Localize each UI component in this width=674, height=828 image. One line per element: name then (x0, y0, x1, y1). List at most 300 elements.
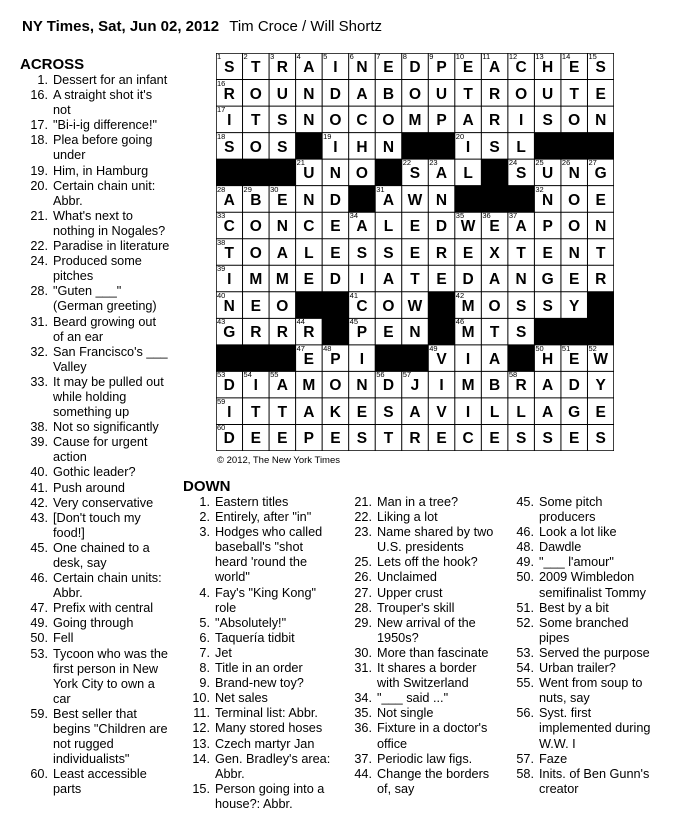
clue-text: Him, in Hamburg (53, 163, 149, 178)
cell-letter: S (595, 59, 606, 76)
grid-cell (349, 159, 376, 186)
cell-letter: N (409, 324, 421, 342)
clue-text: Gothic leader? (53, 465, 136, 480)
clue-number: 46. (516, 525, 534, 540)
cell-letter: N (276, 218, 288, 236)
black-square (534, 318, 561, 345)
cell-letter: T (463, 85, 473, 103)
black-square (508, 345, 535, 372)
grid-cell (349, 265, 376, 292)
grid-cell (375, 424, 402, 451)
clue-number: 24. (30, 254, 48, 269)
clue-item (343, 752, 498, 767)
clue-number: 50. (30, 631, 48, 646)
grid-cell (561, 106, 588, 133)
clue-item (505, 495, 659, 525)
clue-item (343, 706, 498, 721)
clue-item (18, 511, 170, 541)
cell-letter: W (593, 350, 609, 368)
clue-item (18, 601, 170, 616)
clue-item (18, 284, 170, 314)
clue-item (505, 706, 659, 751)
grid-cell (428, 371, 455, 398)
cell-number: 57 (402, 370, 412, 380)
grid-cell (455, 345, 482, 372)
grid-cell (481, 265, 508, 292)
cell-number: 36 (482, 211, 491, 221)
cell-letter: T (251, 59, 261, 76)
grid-cell (349, 53, 376, 80)
cell-letter: T (251, 112, 261, 130)
grid-cell (428, 186, 455, 213)
clue-text: [Don't touch my food!] (53, 510, 141, 540)
clue-text: "Bi-i-ig difference!" (53, 118, 157, 133)
cell-number: 52 (588, 343, 597, 353)
cell-letter: E (250, 430, 261, 448)
grid-cell (428, 345, 455, 372)
down-clue-column-1 (181, 495, 331, 812)
grid-cell (455, 239, 482, 266)
cell-letter: A (435, 165, 448, 183)
clue-item (343, 721, 498, 751)
cell-letter: K (329, 403, 341, 421)
cell-letter: S (515, 165, 527, 183)
clue-item (505, 646, 659, 661)
grid-cell (587, 398, 614, 425)
grid-cell (561, 265, 588, 292)
cell-letter: N (542, 191, 554, 209)
black-square (587, 318, 614, 345)
clue-number: 34. (354, 691, 372, 706)
grid-cell (296, 186, 323, 213)
grid-cell (534, 212, 561, 239)
grid-cell (481, 318, 508, 345)
clue-item (181, 782, 331, 812)
clue-item (343, 616, 498, 646)
clue-text: "___ l'amour" (539, 555, 614, 570)
clue-number: 10. (192, 691, 210, 706)
clue-item (18, 707, 170, 767)
clue-text: 2009 Wimbledon semifinalist Tommy (539, 570, 646, 600)
grid-cell (243, 371, 270, 398)
grid-cell (455, 371, 482, 398)
grid-cell (587, 159, 614, 186)
cell-letter: E (277, 191, 288, 209)
cell-number: 58 (508, 370, 518, 380)
grid-cell (534, 265, 561, 292)
cell-letter: S (277, 138, 288, 156)
cell-number: 28 (217, 184, 226, 194)
clue-item (181, 661, 331, 676)
clue-number: 28. (354, 600, 372, 615)
cell-letter: T (595, 244, 606, 262)
cell-letter: E (569, 350, 580, 368)
cell-letter: S (515, 297, 527, 315)
clue-number: 1. (199, 495, 210, 509)
across-heading: ACROSS (20, 56, 85, 73)
clue-item (181, 752, 331, 782)
grid-cell (402, 186, 429, 213)
grid-cell (349, 371, 376, 398)
grid-cell (296, 212, 323, 239)
clue-item (18, 239, 170, 254)
cell-letter: N (303, 191, 315, 209)
black-square (481, 186, 508, 213)
cell-letter: Y (595, 377, 606, 395)
clue-number: 22. (354, 510, 372, 525)
cell-letter: G (568, 403, 581, 421)
cell-letter: R (276, 324, 288, 342)
cell-number: 8 (402, 52, 407, 61)
grid-cell (561, 424, 588, 451)
clue-number: 59. (30, 706, 48, 721)
cell-letter: E (489, 430, 500, 448)
cell-letter: T (383, 430, 394, 448)
clue-number: 30. (354, 645, 372, 660)
cell-number: 47 (296, 343, 305, 353)
clue-text: Name shared by two U.S. presidents (377, 525, 494, 555)
grid-cell (508, 106, 535, 133)
cell-letter: E (409, 218, 421, 236)
grid-cell (534, 345, 561, 372)
cell-letter: O (355, 165, 368, 183)
grid-cell (508, 53, 535, 80)
grid-cell (561, 239, 588, 266)
grid-cell (349, 80, 376, 107)
grid-cell (269, 186, 296, 213)
clue-number: 36. (354, 721, 372, 736)
grid-cell (322, 345, 349, 372)
clue-number: 5. (199, 615, 210, 630)
grid-cell (322, 265, 349, 292)
cell-number: 2 (243, 52, 248, 61)
cell-letter: A (488, 350, 501, 368)
clue-text: Produced some pitches (53, 254, 142, 284)
clue-item (18, 496, 170, 511)
clue-text: More than fascinate (377, 645, 489, 660)
grid-cell (375, 398, 402, 425)
cell-number: 41 (349, 290, 358, 300)
cell-letter: W (407, 297, 423, 315)
cell-letter: A (382, 191, 395, 209)
clue-number: 19. (30, 163, 48, 178)
grid-cell (428, 212, 455, 239)
cell-letter: I (465, 403, 471, 421)
grid-cell (481, 345, 508, 372)
clue-text: Very conservative (53, 495, 154, 510)
cell-letter: C (515, 59, 527, 76)
cell-letter: R (515, 377, 527, 395)
cell-number: 43 (217, 317, 226, 327)
cell-letter: C (356, 297, 368, 315)
grid-cell (349, 133, 376, 160)
cell-letter: R (488, 85, 501, 103)
grid-cell (534, 239, 561, 266)
clue-number: 20. (30, 178, 48, 193)
cell-letter: U (303, 165, 315, 183)
grid-cell (243, 292, 270, 319)
clue-number: 16. (30, 88, 48, 103)
grid-cell (296, 106, 323, 133)
cell-number: 9 (429, 52, 434, 61)
cell-number: 17 (217, 105, 226, 115)
cell-letter: M (461, 324, 475, 342)
grid-cell (587, 345, 614, 372)
grid-cell (296, 265, 323, 292)
grid-cell (508, 133, 535, 160)
cell-letter: O (568, 191, 581, 209)
cell-number: 50 (535, 343, 544, 353)
grid-cell (508, 159, 535, 186)
grid-cell (561, 212, 588, 239)
cell-letter: U (542, 165, 554, 183)
cell-letter: T (410, 271, 420, 289)
grid-cell (481, 292, 508, 319)
clue-number: 8. (199, 661, 210, 676)
cell-letter: R (409, 430, 421, 448)
cell-letter: N (595, 112, 607, 130)
cell-letter: I (333, 59, 338, 76)
cell-number: 44 (296, 317, 305, 327)
clue-number: 58. (516, 766, 534, 781)
black-square (375, 345, 402, 372)
clue-text: It shares a border with Switzerland (377, 661, 477, 691)
clue-text: Faze (539, 751, 568, 766)
clue-number: 55. (516, 676, 534, 691)
clue-item (343, 767, 498, 797)
cell-number: 49 (429, 343, 438, 353)
clue-text: It may be pulled out while holding something up (53, 374, 164, 420)
clue-number: 47. (30, 601, 48, 616)
cell-number: 16 (217, 78, 226, 88)
clue-number: 54. (516, 661, 534, 676)
cell-letter: A (542, 403, 554, 421)
cell-number: 51 (561, 343, 571, 353)
cell-letter: A (382, 271, 395, 289)
grid-cell (375, 292, 402, 319)
cell-letter: R (223, 85, 235, 103)
grid-cell (508, 265, 535, 292)
cell-letter: E (569, 271, 580, 289)
cell-letter: S (383, 244, 394, 262)
cell-letter: D (435, 218, 448, 236)
clue-number: 31. (30, 314, 48, 329)
cell-number: 39 (217, 264, 226, 274)
grid-cell (243, 53, 270, 80)
grid-cell (587, 239, 614, 266)
clue-text: Fell (53, 631, 74, 646)
clue-item (18, 571, 170, 601)
grid-cell (561, 53, 588, 80)
cell-letter: E (330, 244, 341, 262)
black-square (587, 133, 614, 160)
cell-number: 59 (217, 396, 226, 406)
cell-letter: I (518, 112, 524, 130)
grid-cell (243, 265, 270, 292)
clue-text: Least accessible parts (53, 767, 147, 797)
clue-number: 51. (516, 600, 534, 615)
cell-letter: S (356, 244, 368, 262)
cell-letter: E (409, 244, 421, 262)
grid-cell (587, 424, 614, 451)
grid-cell (349, 345, 376, 372)
grid-cell (322, 159, 349, 186)
grid-cell (402, 159, 429, 186)
cell-number: 1 (217, 52, 222, 61)
cell-letter: E (595, 191, 606, 209)
clue-text: Served the purpose (539, 645, 650, 660)
cell-letter: T (489, 324, 500, 342)
clue-item (343, 691, 498, 706)
grid-cell (216, 265, 243, 292)
grid-cell (349, 292, 376, 319)
grid-cell (481, 239, 508, 266)
grid-cell (216, 80, 243, 107)
clue-number: 57. (516, 751, 534, 766)
clue-item (505, 540, 659, 555)
grid-cell (481, 80, 508, 107)
cell-letter: I (227, 112, 232, 130)
clue-number: 12. (192, 721, 210, 736)
cell-number: 15 (588, 52, 597, 61)
puzzle-header (22, 18, 382, 35)
cell-letter: M (461, 377, 475, 395)
clue-item (505, 676, 659, 706)
cell-letter: W (407, 191, 423, 209)
cell-letter: T (516, 244, 526, 262)
grid-cell (481, 53, 508, 80)
cell-letter: I (439, 377, 444, 395)
grid-cell (243, 106, 270, 133)
grid-cell (402, 80, 429, 107)
grid-cell (375, 186, 402, 213)
down-clue-column-3 (505, 495, 659, 797)
cell-letter: D (223, 377, 235, 395)
clue-text: Certain chain unit: Abbr. (53, 178, 156, 208)
clue-item (343, 601, 498, 616)
clue-number: 22. (30, 239, 48, 254)
clue-text: Change the borders of, say (377, 766, 490, 796)
cell-letter: P (356, 324, 368, 342)
cell-letter: W (460, 218, 476, 236)
cell-number: 11 (482, 52, 491, 61)
grid-cell (243, 212, 270, 239)
grid-cell (455, 424, 482, 451)
clue-number: 7. (199, 645, 210, 660)
clue-item (343, 495, 498, 510)
cell-letter: D (382, 377, 395, 395)
clue-item (343, 570, 498, 585)
grid-cell (561, 398, 588, 425)
clue-number: 2. (199, 510, 210, 525)
cell-letter: V (436, 350, 447, 368)
grid-cell (375, 265, 402, 292)
clue-number: 37. (354, 751, 372, 766)
clue-number: 28. (30, 284, 48, 299)
grid-cell (534, 80, 561, 107)
cell-letter: L (463, 165, 473, 183)
clue-number: 50. (516, 570, 534, 585)
cell-number: 34 (349, 211, 358, 221)
cell-letter: J (410, 377, 420, 395)
clue-number: 40. (30, 465, 48, 480)
cell-letter: D (329, 85, 341, 103)
cell-number: 3 (270, 52, 275, 61)
black-square (243, 345, 270, 372)
clue-item (18, 118, 170, 133)
grid-cell (375, 80, 402, 107)
clue-text: Urban trailer? (539, 661, 616, 676)
clue-item (343, 525, 498, 555)
cell-number: 60 (217, 423, 226, 433)
grid-cell (322, 106, 349, 133)
clue-number: 18. (30, 133, 48, 148)
grid-cell (402, 398, 429, 425)
grid-cell (216, 186, 243, 213)
grid-cell (243, 318, 270, 345)
cell-letter: A (223, 191, 235, 209)
cell-letter: M (249, 271, 263, 289)
clue-item (18, 73, 170, 88)
cell-letter: A (276, 377, 288, 395)
grid-cell (508, 398, 535, 425)
grid-cell (402, 318, 429, 345)
cell-number: 7 (376, 52, 381, 61)
grid-cell (296, 159, 323, 186)
cell-letter: U (542, 85, 554, 103)
grid-cell (269, 212, 296, 239)
clue-text: San Francisco's ___ Valley (53, 344, 168, 374)
grid-cell (587, 80, 614, 107)
grid-cell (481, 212, 508, 239)
cell-number: 23 (429, 158, 438, 168)
grid-cell (375, 239, 402, 266)
grid-cell (428, 424, 455, 451)
cell-number: 48 (323, 343, 332, 353)
grid-cell (216, 53, 243, 80)
clue-number: 33. (30, 374, 48, 389)
cell-letter: A (515, 218, 527, 236)
clue-item (181, 691, 331, 706)
clue-item (181, 646, 331, 661)
grid-cell (216, 239, 243, 266)
grid-cell (428, 106, 455, 133)
clue-number: 32. (30, 344, 48, 359)
black-square (508, 186, 535, 213)
grid-cell (587, 53, 614, 80)
grid-cell (428, 265, 455, 292)
grid-cell (402, 53, 429, 80)
cell-letter: S (595, 430, 606, 448)
clue-number: 60. (30, 767, 48, 782)
grid-cell (455, 398, 482, 425)
cell-letter: P (436, 59, 447, 76)
clue-number: 11. (193, 706, 210, 721)
clue-text: Trouper's skill (377, 600, 455, 615)
cell-letter: L (304, 244, 314, 262)
puzzle-byline: Tim Croce / Will Shortz (229, 18, 383, 35)
grid-cell (402, 212, 429, 239)
cell-letter: R (595, 271, 607, 289)
clue-item (18, 254, 170, 284)
clue-number: 21. (30, 208, 48, 223)
cell-letter: A (303, 59, 315, 76)
clue-number: 26. (354, 570, 372, 585)
grid-cell (296, 239, 323, 266)
grid-cell (481, 106, 508, 133)
grid-cell (216, 318, 243, 345)
grid-cell (243, 133, 270, 160)
